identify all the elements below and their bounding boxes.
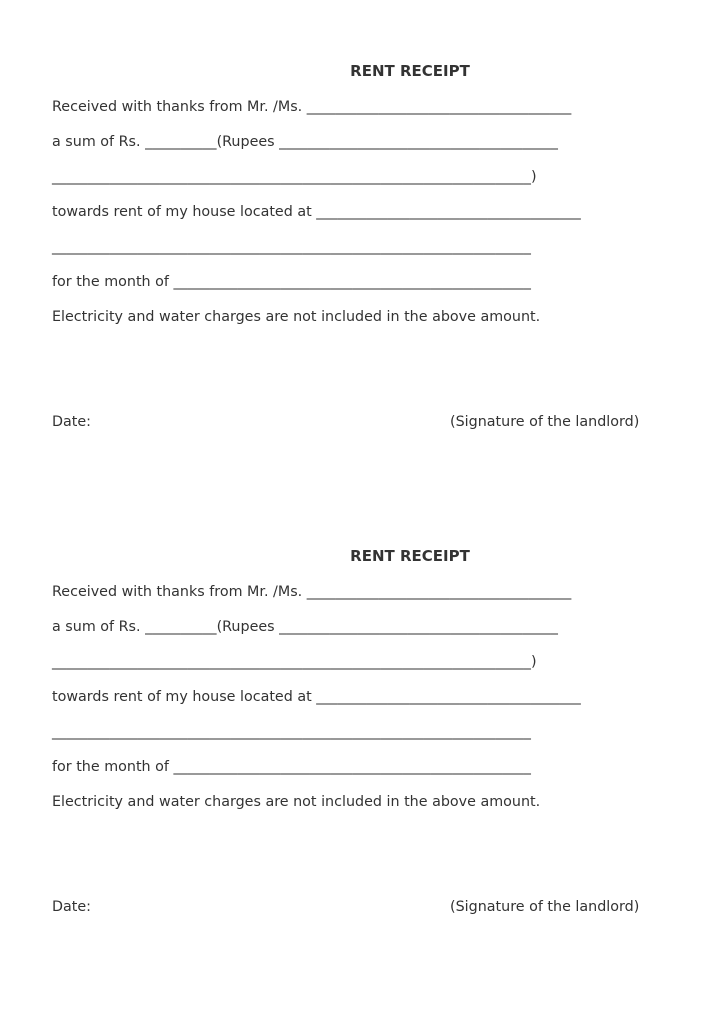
rent-receipt-1 [52, 60, 668, 460]
date-label: Date: [52, 899, 91, 915]
receipt-title: RENT RECEIPT [350, 547, 470, 565]
receipt-title: RENT RECEIPT [350, 62, 470, 80]
house-location-continuation-line: ___________________________________________________________________ [52, 239, 531, 255]
house-location-continuation-line: ___________________________________________________________________ [52, 724, 531, 740]
charges-note: Electricity and water charges are not included in the above amount. [52, 309, 541, 325]
month-line: for the month of __________________________________________________ [52, 274, 531, 290]
landlord-signature-label: (Signature of the landlord) [450, 899, 640, 915]
amount-line: a sum of Rs. __________(Rupees _______________________________________ [52, 134, 558, 150]
received-from-line: Received with thanks from Mr. /Ms. _____________________________________ [52, 584, 572, 600]
amount-line: a sum of Rs. __________(Rupees _______________________________________ [52, 619, 558, 635]
amount-words-line: ___________________________________________________________________) [52, 654, 537, 670]
received-from-line: Received with thanks from Mr. /Ms. _____________________________________ [52, 99, 572, 115]
rent-receipt-2 [52, 545, 668, 945]
house-location-line: towards rent of my house located at _____________________________________ [52, 689, 581, 705]
landlord-signature-label: (Signature of the landlord) [450, 414, 640, 430]
amount-words-line: ___________________________________________________________________) [52, 169, 537, 185]
month-line: for the month of __________________________________________________ [52, 759, 531, 775]
date-label: Date: [52, 414, 91, 430]
house-location-line: towards rent of my house located at _____________________________________ [52, 204, 581, 220]
charges-note: Electricity and water charges are not included in the above amount. [52, 794, 541, 810]
